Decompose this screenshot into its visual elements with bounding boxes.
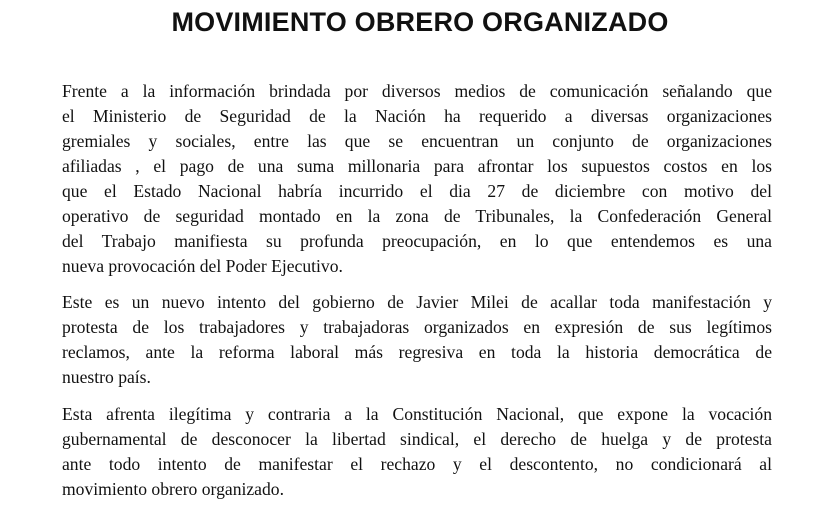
paragraph-line: el Ministerio de Seguridad de la Nación ha requerido a diversas organizaciones — [62, 106, 772, 126]
paragraph-line: movimiento obrero organizado. — [62, 479, 284, 499]
paragraph-line: protesta de los trabajadores y trabajadoras organizados en expresión de sus legítimos — [62, 317, 772, 337]
paragraph-line: del Trabajo manifiesta su profunda preocupación, en lo que entendemos es una — [62, 231, 772, 251]
paragraph-line: Este es un nuevo intento del gobierno de Javier Milei de acallar toda manifestación y — [62, 292, 772, 312]
document-title: MOVIMIENTO OBRERO ORGANIZADO — [171, 7, 669, 37]
paragraph-2 — [62, 290, 772, 390]
paragraph-line: que el Estado Nacional habría incurrido el dia 27 de diciembre con motivo del — [62, 181, 772, 201]
paragraph-line: operativo de seguridad montado en la zona de Tribunales, la Confederación General — [62, 206, 772, 226]
paragraph-line: nuestro país. — [62, 367, 151, 387]
paragraph-line: reclamos, ante la reforma laboral más regresiva en toda la historia democrática de — [62, 342, 772, 362]
paragraph-line: afiliadas , el pago de una suma millonaria para afrontar los supuestos costos en los — [62, 156, 772, 176]
paragraph-line: gremiales y sociales, entre las que se encuentran un conjunto de organizaciones — [62, 131, 772, 151]
paragraph-3 — [62, 402, 772, 502]
paragraph-line: Esta afrenta ilegítima y contraria a la Constitución Nacional, que expone la vocación — [62, 404, 772, 424]
paragraph-line: gubernamental de desconocer la libertad sindical, el derecho de huelga y de protesta — [62, 429, 772, 449]
paragraph-line: nueva provocación del Poder Ejecutivo. — [62, 256, 343, 276]
paragraph-1 — [62, 79, 772, 279]
paragraph-line: Frente a la información brindada por diversos medios de comunicación señalando que — [62, 81, 772, 101]
paragraph-line: ante todo intento de manifestar el rechazo y el descontento, no condicionará al — [62, 454, 772, 474]
